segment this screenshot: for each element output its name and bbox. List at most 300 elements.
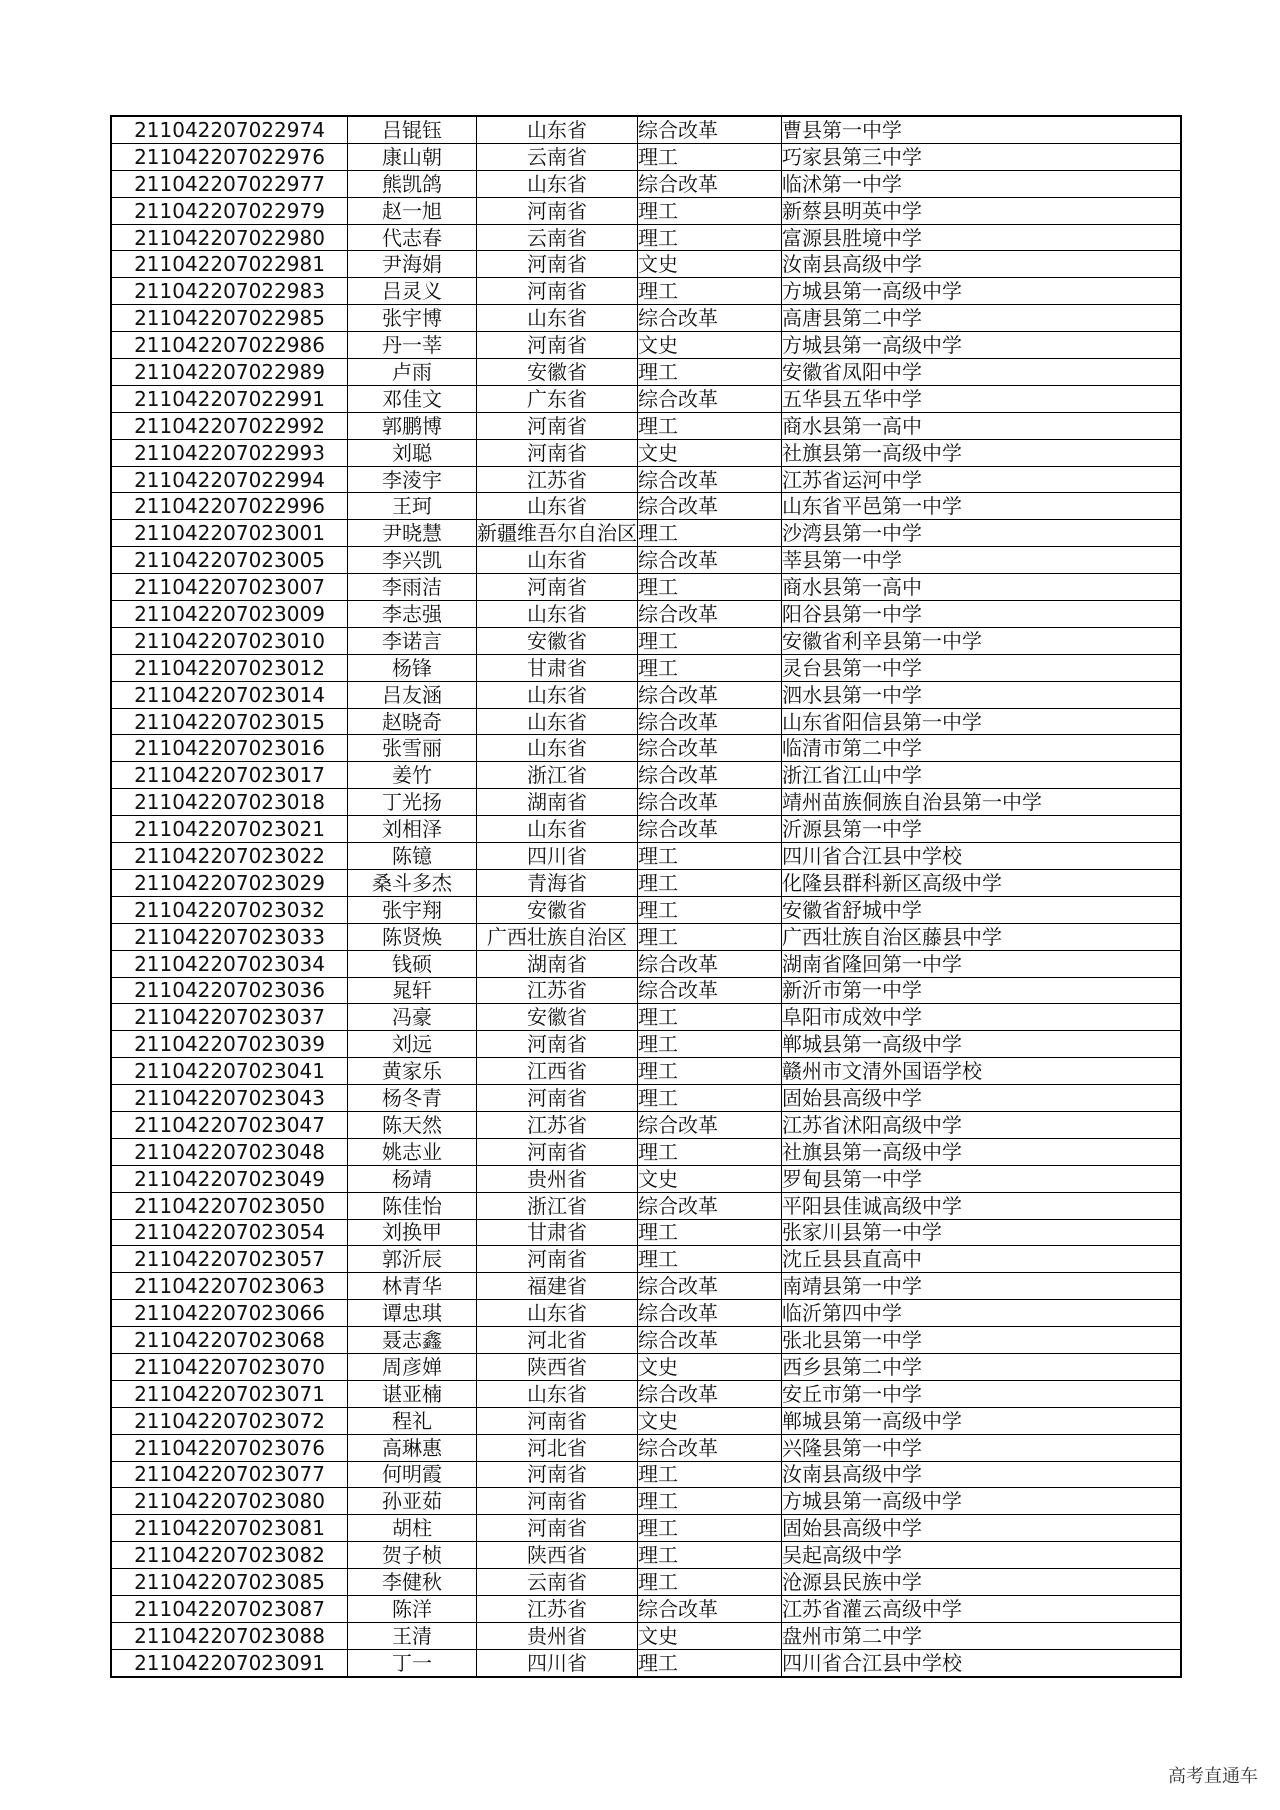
table-row (111, 1569, 1181, 1596)
student-name-cell: 林青华 (348, 1273, 477, 1300)
school-cell: 山东省阳信县第一中学 (782, 708, 1182, 735)
province-cell: 河南省 (477, 1246, 638, 1273)
school-cell: 山东省平邑第一中学 (782, 493, 1182, 520)
school-cell: 张北县第一中学 (782, 1327, 1182, 1354)
candidate-id-cell: 211042207023029 (111, 869, 348, 896)
subject-category-cell: 综合改革 (638, 681, 782, 708)
school-cell: 沧源县民族中学 (782, 1569, 1182, 1596)
student-name-cell: 李诺言 (348, 627, 477, 654)
table-row (111, 1058, 1181, 1085)
province-cell: 河南省 (477, 251, 638, 278)
table-row (111, 1246, 1181, 1273)
province-cell: 河南省 (477, 439, 638, 466)
school-cell: 张家川县第一中学 (782, 1219, 1182, 1246)
subject-category-cell: 综合改革 (638, 1192, 782, 1219)
table-row (111, 251, 1181, 278)
school-cell: 灵台县第一中学 (782, 654, 1182, 681)
candidate-id-cell: 211042207023012 (111, 654, 348, 681)
school-cell: 沂源县第一中学 (782, 816, 1182, 843)
table-row (111, 197, 1181, 224)
student-name-cell: 郭沂辰 (348, 1246, 477, 1273)
subject-category-cell: 理工 (638, 224, 782, 251)
subject-category-cell: 综合改革 (638, 385, 782, 412)
province-cell: 云南省 (477, 143, 638, 170)
province-cell: 甘肃省 (477, 1219, 638, 1246)
subject-category-cell: 综合改革 (638, 170, 782, 197)
table-row (111, 923, 1181, 950)
candidate-id-cell: 211042207023068 (111, 1327, 348, 1354)
province-cell: 陕西省 (477, 1353, 638, 1380)
table-row (111, 332, 1181, 359)
school-cell: 方城县第一高级中学 (782, 332, 1182, 359)
subject-category-cell: 理工 (638, 1515, 782, 1542)
subject-category-cell: 理工 (638, 1004, 782, 1031)
school-cell: 临清市第二中学 (782, 735, 1182, 762)
candidate-id-cell: 211042207023070 (111, 1353, 348, 1380)
subject-category-cell: 综合改革 (638, 547, 782, 574)
province-cell: 新疆维吾尔自治区 (477, 521, 637, 546)
school-cell: 莘县第一中学 (782, 547, 1182, 574)
school-cell: 新蔡县明英中学 (782, 197, 1182, 224)
province-cell: 贵州省 (477, 1622, 638, 1649)
table-row (111, 412, 1181, 439)
subject-category-cell: 理工 (638, 197, 782, 224)
student-name-cell: 周彦婵 (348, 1353, 477, 1380)
table-row (111, 547, 1181, 574)
province-cell: 河北省 (477, 1327, 638, 1354)
student-name-cell: 陈镱 (348, 843, 477, 870)
province-cell: 河南省 (477, 278, 638, 305)
subject-category-cell: 理工 (638, 1461, 782, 1488)
student-name-cell: 王珂 (348, 493, 477, 520)
student-name-cell: 邓佳文 (348, 385, 477, 412)
subject-category-cell: 综合改革 (638, 762, 782, 789)
school-cell: 固始县高级中学 (782, 1515, 1182, 1542)
candidate-id-cell: 211042207022985 (111, 305, 348, 332)
candidate-id-cell: 211042207022991 (111, 385, 348, 412)
school-cell: 湖南省隆回第一中学 (782, 950, 1182, 977)
candidate-id-cell: 211042207022992 (111, 412, 348, 439)
candidate-id-cell: 211042207023077 (111, 1461, 348, 1488)
candidate-id-cell: 211042207022979 (111, 197, 348, 224)
candidate-id-cell: 211042207023049 (111, 1165, 348, 1192)
table-row (111, 1165, 1181, 1192)
table-row (111, 305, 1181, 332)
school-cell: 社旗县第一高级中学 (782, 439, 1182, 466)
student-name-cell: 冯豪 (348, 1004, 477, 1031)
student-name-cell: 姜竹 (348, 762, 477, 789)
school-cell: 南靖县第一中学 (782, 1273, 1182, 1300)
student-name-cell: 黄家乐 (348, 1058, 477, 1085)
candidate-id-cell: 211042207022983 (111, 278, 348, 305)
student-name-cell: 孙亚茹 (348, 1488, 477, 1515)
candidate-id-cell: 211042207023010 (111, 627, 348, 654)
candidate-id-cell: 211042207023057 (111, 1246, 348, 1273)
student-name-cell: 胡柱 (348, 1515, 477, 1542)
student-name-cell: 李淩宇 (348, 466, 477, 493)
student-name-cell: 陈天然 (348, 1111, 477, 1138)
student-name-cell: 刘换甲 (348, 1219, 477, 1246)
table-row (111, 385, 1181, 412)
subject-category-cell: 综合改革 (638, 466, 782, 493)
candidate-id-cell: 211042207023041 (111, 1058, 348, 1085)
subject-category-cell: 综合改革 (638, 1327, 782, 1354)
subject-category-cell: 理工 (638, 869, 782, 896)
table-row (111, 816, 1181, 843)
province-cell: 江西省 (477, 1058, 638, 1085)
province-cell: 云南省 (477, 224, 638, 251)
province-cell: 安徽省 (477, 359, 638, 386)
province-cell: 广西壮族自治区 (477, 923, 638, 950)
province-cell: 山东省 (477, 305, 638, 332)
candidate-id-cell: 211042207023043 (111, 1085, 348, 1112)
table-row (111, 896, 1181, 923)
school-cell: 阜阳市成效中学 (782, 1004, 1182, 1031)
student-name-cell: 陈贤焕 (348, 923, 477, 950)
candidate-id-cell: 211042207023015 (111, 708, 348, 735)
school-cell: 曹县第一中学 (782, 116, 1182, 143)
student-name-cell: 李雨洁 (348, 574, 477, 601)
candidate-id-cell: 211042207023014 (111, 681, 348, 708)
student-name-cell: 杨靖 (348, 1165, 477, 1192)
school-cell: 西乡县第二中学 (782, 1353, 1182, 1380)
candidate-id-cell: 211042207022996 (111, 493, 348, 520)
subject-category-cell: 综合改革 (638, 305, 782, 332)
subject-category-cell: 综合改革 (638, 1111, 782, 1138)
table-row (111, 977, 1181, 1004)
school-cell: 江苏省灌云高级中学 (782, 1595, 1182, 1622)
table-row (111, 869, 1181, 896)
student-name-cell: 尹海娟 (348, 251, 477, 278)
table-row (111, 1300, 1181, 1327)
student-name-cell: 刘远 (348, 1031, 477, 1058)
table-row (111, 278, 1181, 305)
student-name-cell: 赵晓奇 (348, 708, 477, 735)
candidate-id-cell: 211042207023085 (111, 1569, 348, 1596)
school-cell: 新沂市第一中学 (782, 977, 1182, 1004)
subject-category-cell: 理工 (638, 520, 782, 547)
candidate-id-cell: 211042207023071 (111, 1380, 348, 1407)
candidate-id-cell: 211042207023032 (111, 896, 348, 923)
school-cell: 高唐县第二中学 (782, 305, 1182, 332)
candidate-id-cell: 211042207023048 (111, 1138, 348, 1165)
student-name-cell: 晁轩 (348, 977, 477, 1004)
subject-category-cell: 理工 (638, 574, 782, 601)
table-row (111, 493, 1181, 520)
subject-category-cell: 文史 (638, 251, 782, 278)
candidate-id-cell: 211042207023088 (111, 1622, 348, 1649)
subject-category-cell: 理工 (638, 1138, 782, 1165)
province-cell: 河南省 (477, 412, 638, 439)
subject-category-cell: 综合改革 (638, 1300, 782, 1327)
table-row (111, 708, 1181, 735)
subject-category-cell: 综合改革 (638, 493, 782, 520)
table-row (111, 1488, 1181, 1515)
student-name-cell: 李志强 (348, 601, 477, 628)
subject-category-cell: 综合改革 (638, 789, 782, 816)
candidate-id-cell: 211042207022980 (111, 224, 348, 251)
student-name-cell: 杨锋 (348, 654, 477, 681)
school-cell: 罗甸县第一中学 (782, 1165, 1182, 1192)
school-cell: 四川省合江县中学校 (782, 1649, 1182, 1676)
province-cell: 河南省 (477, 1138, 638, 1165)
school-cell: 方城县第一高级中学 (782, 1488, 1182, 1515)
subject-category-cell: 综合改革 (638, 116, 782, 143)
subject-category-cell: 综合改革 (638, 1380, 782, 1407)
subject-category-cell: 理工 (638, 1085, 782, 1112)
province-cell: 安徽省 (477, 627, 638, 654)
table-row (111, 1515, 1181, 1542)
province-cell: 山东省 (477, 116, 638, 143)
subject-category-cell: 综合改革 (638, 1434, 782, 1461)
candidate-id-cell: 211042207023039 (111, 1031, 348, 1058)
student-name-cell: 张宇博 (348, 305, 477, 332)
province-cell: 浙江省 (477, 1192, 638, 1219)
candidate-id-cell: 211042207023076 (111, 1434, 348, 1461)
school-cell: 巧家县第三中学 (782, 143, 1182, 170)
school-cell: 富源县胜境中学 (782, 224, 1182, 251)
student-name-cell: 卢雨 (348, 359, 477, 386)
candidate-id-cell: 211042207022977 (111, 170, 348, 197)
subject-category-cell: 理工 (638, 1246, 782, 1273)
student-name-cell: 谭忠琪 (348, 1300, 477, 1327)
province-cell: 山东省 (477, 493, 638, 520)
student-name-cell: 康山朝 (348, 143, 477, 170)
province-cell: 河南省 (477, 574, 638, 601)
table-body (111, 116, 1181, 1677)
student-name-cell: 高琳惠 (348, 1434, 477, 1461)
table-row (111, 601, 1181, 628)
school-cell: 江苏省沭阳高级中学 (782, 1111, 1182, 1138)
student-name-cell: 钱硕 (348, 950, 477, 977)
table-row (111, 1407, 1181, 1434)
subject-category-cell: 理工 (638, 627, 782, 654)
school-cell: 阳谷县第一中学 (782, 601, 1182, 628)
subject-category-cell: 综合改革 (638, 601, 782, 628)
student-name-cell: 丹一莘 (348, 332, 477, 359)
candidate-id-cell: 211042207023022 (111, 843, 348, 870)
table-row (111, 1380, 1181, 1407)
student-name-cell: 何明霞 (348, 1461, 477, 1488)
province-cell: 江苏省 (477, 466, 638, 493)
school-cell: 社旗县第一高级中学 (782, 1138, 1182, 1165)
province-cell: 云南省 (477, 1569, 638, 1596)
subject-category-cell: 文史 (638, 1407, 782, 1434)
candidate-id-cell: 211042207023021 (111, 816, 348, 843)
school-cell: 商水县第一高中 (782, 574, 1182, 601)
student-name-cell: 张雪丽 (348, 735, 477, 762)
subject-category-cell: 文史 (638, 1353, 782, 1380)
school-cell: 兴隆县第一中学 (782, 1434, 1182, 1461)
subject-category-cell: 综合改革 (638, 1595, 782, 1622)
table-row (111, 1461, 1181, 1488)
school-cell: 赣州市文清外国语学校 (782, 1058, 1182, 1085)
student-name-cell: 陈佳怡 (348, 1192, 477, 1219)
subject-category-cell: 理工 (638, 359, 782, 386)
province-cell: 河南省 (477, 1407, 638, 1434)
province-cell: 贵州省 (477, 1165, 638, 1192)
table-row (111, 1192, 1181, 1219)
candidate-id-cell: 211042207022986 (111, 332, 348, 359)
province-cell: 河南省 (477, 1461, 638, 1488)
table-row (111, 143, 1181, 170)
province-cell: 河北省 (477, 1434, 638, 1461)
table-row (111, 1273, 1181, 1300)
student-name-cell: 丁一 (348, 1649, 477, 1676)
subject-category-cell: 理工 (638, 1649, 782, 1676)
candidate-id-cell: 211042207022993 (111, 439, 348, 466)
student-name-cell: 尹晓慧 (348, 520, 477, 547)
student-name-cell: 陈洋 (348, 1595, 477, 1622)
student-name-cell: 吕灵义 (348, 278, 477, 305)
province-cell: 山东省 (477, 816, 638, 843)
subject-category-cell: 理工 (638, 1569, 782, 1596)
subject-category-cell: 综合改革 (638, 950, 782, 977)
province-cell: 江苏省 (477, 977, 638, 1004)
province-cell: 四川省 (477, 843, 638, 870)
subject-category-cell: 理工 (638, 143, 782, 170)
admission-list-table (110, 115, 1182, 1678)
candidate-id-cell: 211042207023066 (111, 1300, 348, 1327)
student-name-cell: 刘相泽 (348, 816, 477, 843)
subject-category-cell: 理工 (638, 1488, 782, 1515)
subject-category-cell: 理工 (638, 654, 782, 681)
school-cell: 方城县第一高级中学 (782, 278, 1182, 305)
student-name-cell: 姚志业 (348, 1138, 477, 1165)
table-row (111, 1353, 1181, 1380)
province-cell: 四川省 (477, 1649, 638, 1676)
table-row (111, 1138, 1181, 1165)
table-row (111, 1004, 1181, 1031)
table-row (111, 762, 1181, 789)
province-cell: 江苏省 (477, 1111, 638, 1138)
candidate-id-cell: 211042207023036 (111, 977, 348, 1004)
table-row (111, 1542, 1181, 1569)
candidate-id-cell: 211042207022976 (111, 143, 348, 170)
candidate-id-cell: 211042207023016 (111, 735, 348, 762)
table-row (111, 950, 1181, 977)
candidate-id-cell: 211042207023047 (111, 1111, 348, 1138)
table-row (111, 1622, 1181, 1649)
province-cell: 甘肃省 (477, 654, 638, 681)
school-cell: 郸城县第一高级中学 (782, 1031, 1182, 1058)
province-cell: 河南省 (477, 1031, 638, 1058)
school-cell: 郸城县第一高级中学 (782, 1407, 1182, 1434)
candidate-id-cell: 211042207023018 (111, 789, 348, 816)
table-row (111, 439, 1181, 466)
student-name-cell: 郭鹏博 (348, 412, 477, 439)
student-name-cell: 谌亚楠 (348, 1380, 477, 1407)
student-name-cell: 熊凯鸽 (348, 170, 477, 197)
candidate-id-cell: 211042207023050 (111, 1192, 348, 1219)
student-name-cell: 丁光扬 (348, 789, 477, 816)
candidate-id-cell: 211042207023087 (111, 1595, 348, 1622)
table-row (111, 1219, 1181, 1246)
table-row (111, 170, 1181, 197)
table-row (111, 735, 1181, 762)
watermark-text: 高考直通车 (1168, 1766, 1258, 1787)
subject-category-cell: 理工 (638, 896, 782, 923)
student-name-cell: 桑斗多杰 (348, 869, 477, 896)
province-cell: 青海省 (477, 869, 638, 896)
subject-category-cell: 理工 (638, 1219, 782, 1246)
province-cell: 河南省 (477, 1085, 638, 1112)
subject-category-cell: 综合改革 (638, 735, 782, 762)
school-cell: 沙湾县第一中学 (782, 520, 1182, 547)
candidate-id-cell: 211042207023063 (111, 1273, 348, 1300)
table-row (111, 843, 1181, 870)
candidate-id-cell: 211042207022974 (111, 116, 348, 143)
province-cell: 福建省 (477, 1273, 638, 1300)
school-cell: 临沂第四中学 (782, 1300, 1182, 1327)
subject-category-cell: 综合改革 (638, 708, 782, 735)
subject-category-cell: 文史 (638, 1165, 782, 1192)
school-cell: 商水县第一高中 (782, 412, 1182, 439)
province-cell: 河南省 (477, 197, 638, 224)
subject-category-cell: 理工 (638, 1058, 782, 1085)
candidate-id-cell: 211042207023037 (111, 1004, 348, 1031)
table-row (111, 224, 1181, 251)
province-cell: 河南省 (477, 332, 638, 359)
province-cell: 河南省 (477, 1488, 638, 1515)
school-cell: 沈丘县县直高中 (782, 1246, 1182, 1273)
table-row (111, 627, 1181, 654)
student-name-cell: 杨冬青 (348, 1085, 477, 1112)
school-cell: 安徽省利辛县第一中学 (782, 627, 1182, 654)
student-name-cell: 李兴凯 (348, 547, 477, 574)
school-cell: 广西壮族自治区藤县中学 (782, 923, 1182, 950)
province-cell: 山东省 (477, 601, 638, 628)
table-row (111, 789, 1181, 816)
school-cell: 汝南县高级中学 (782, 251, 1182, 278)
subject-category-cell: 理工 (638, 1542, 782, 1569)
student-name-cell: 李健秋 (348, 1569, 477, 1596)
province-cell: 湖南省 (477, 950, 638, 977)
subject-category-cell: 文史 (638, 1622, 782, 1649)
school-cell: 汝南县高级中学 (782, 1461, 1182, 1488)
table-row (111, 116, 1181, 143)
school-cell: 五华县五华中学 (782, 385, 1182, 412)
student-name-cell: 程礼 (348, 1407, 477, 1434)
student-name-cell: 赵一旭 (348, 197, 477, 224)
table-row (111, 520, 1181, 547)
subject-category-cell: 综合改革 (638, 977, 782, 1004)
table-row (111, 1595, 1181, 1622)
candidate-id-cell: 211042207023054 (111, 1219, 348, 1246)
school-cell: 平阳县佳诚高级中学 (782, 1192, 1182, 1219)
table-row (111, 574, 1181, 601)
table-row (111, 1031, 1181, 1058)
candidate-id-cell: 211042207023007 (111, 574, 348, 601)
table-row (111, 681, 1181, 708)
table-row (111, 466, 1181, 493)
province-cell: 广东省 (477, 385, 638, 412)
subject-category-cell: 综合改革 (638, 1273, 782, 1300)
school-cell: 安徽省凤阳中学 (782, 359, 1182, 386)
subject-category-cell: 文史 (638, 439, 782, 466)
candidate-id-cell: 211042207023091 (111, 1649, 348, 1676)
school-cell: 盘州市第二中学 (782, 1622, 1182, 1649)
province-cell: 浙江省 (477, 762, 638, 789)
province-cell: 山东省 (477, 547, 638, 574)
candidate-id-cell: 211042207023082 (111, 1542, 348, 1569)
school-cell: 四川省合江县中学校 (782, 843, 1182, 870)
table-row (111, 1085, 1181, 1112)
province-cell: 山东省 (477, 170, 638, 197)
candidate-id-cell: 211042207022994 (111, 466, 348, 493)
province-cell: 山东省 (477, 708, 638, 735)
table-row (111, 1434, 1181, 1461)
